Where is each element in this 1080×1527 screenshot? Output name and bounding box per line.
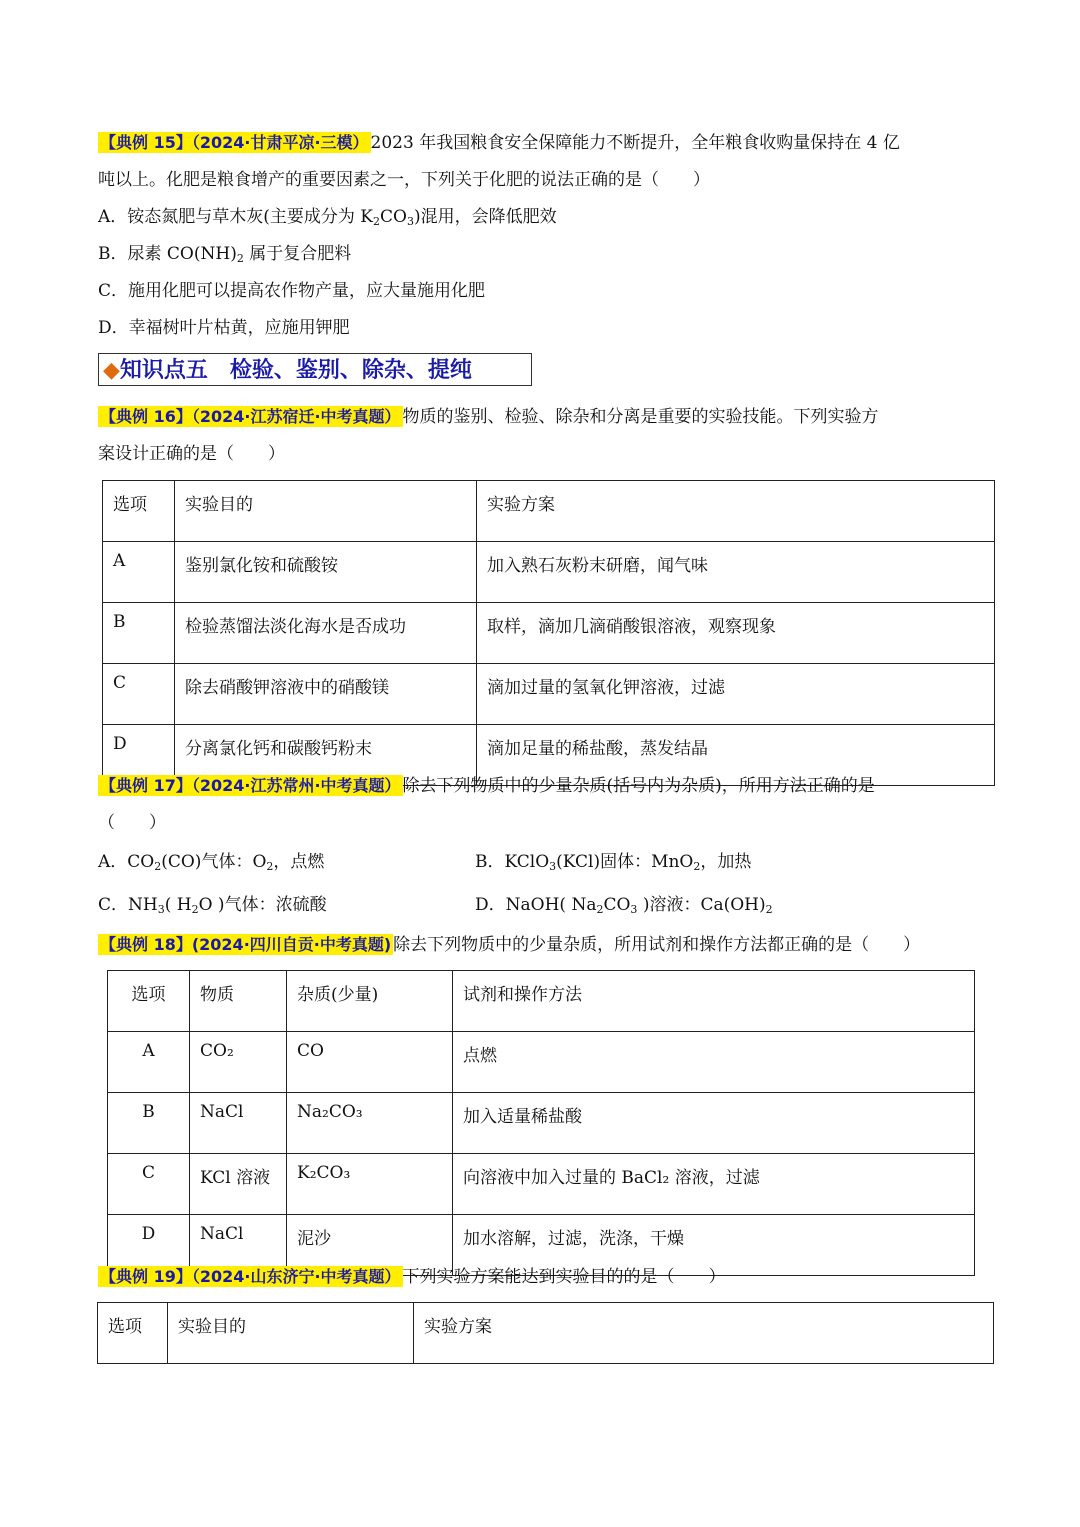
- table-cell: 向溶液中加入过量的 BaCl₂ 溶液，过滤: [453, 1154, 975, 1215]
- example-19-stem: 【典例 19】（2024·山东济宁·中考真题） 下列实验方案能达到实验目的的是（ ）: [100, 1267, 726, 1287]
- section-heading: [98, 353, 532, 386]
- example-15-stem-line2: 吨以上。化肥是粮食增产的重要因素之一，下列关于化肥的说法正确的是（ ）: [98, 170, 710, 190]
- example-16-table: [102, 480, 995, 786]
- table-cell: 滴加过量的氢氧化钾溶液，过滤: [477, 664, 995, 725]
- table-header-cell: 选项: [108, 971, 190, 1032]
- table-header-cell: 实验目的: [175, 481, 477, 542]
- example-19-table: [97, 1302, 994, 1364]
- table-cell: 鉴别氯化铵和硫酸铵: [175, 542, 477, 603]
- table-cell: K₂CO₃: [287, 1154, 453, 1215]
- table-cell: 取样，滴加几滴硝酸银溶液，观察现象: [477, 603, 995, 664]
- example-18-table: [107, 970, 975, 1276]
- table-cell: NaCl: [190, 1093, 287, 1154]
- option-b: B．尿素 $CO(NH)_2$ 属于复合肥料: [98, 244, 352, 265]
- table-cell: A: [103, 542, 175, 603]
- option-c: C．施用化肥可以提高农作物产量，应大量施用化肥: [98, 281, 486, 301]
- table-header-cell: 实验方案: [414, 1303, 994, 1364]
- table-cell: CO₂: [190, 1032, 287, 1093]
- example-16-stem-line2: 案设计正确的是（ ）: [98, 444, 285, 464]
- table-row: [103, 664, 995, 725]
- table-cell: 加入熟石灰粉末研磨，闻气味: [477, 542, 995, 603]
- option-b: B．KClO$_3$(KCl)固体：MnO$_2$，加热: [475, 852, 752, 873]
- option-d: D．NaOH( $Na_2CO_3$ )溶液：$Ca(OH)_2$: [475, 895, 773, 916]
- table-header-cell: 实验方案: [477, 481, 995, 542]
- section-title: 知识点五 检验、鉴别、除杂、提纯: [119, 358, 472, 383]
- example-17-stem-line2: （ ）: [98, 813, 166, 833]
- option-d: D．幸福树叶片枯黄，应施用钾肥: [98, 318, 350, 338]
- option-a: A．$CO_2(CO)$气体：$O_2$，点燃: [98, 852, 325, 873]
- table-cell: A: [108, 1032, 190, 1093]
- table-cell: NaCl: [190, 1215, 287, 1276]
- table-cell: KCl 溶液: [190, 1154, 287, 1215]
- table-cell: B: [108, 1093, 190, 1154]
- table-header-cell: 试剂和操作方法: [453, 971, 975, 1032]
- table-cell: 滴加足量的稀盐酸，蒸发结晶: [477, 725, 995, 786]
- table-row: [108, 1093, 975, 1154]
- table-cell: 分离氯化钙和碳酸钙粉末: [175, 725, 477, 786]
- table-row: [108, 1032, 975, 1093]
- table-cell: 点燃: [453, 1032, 975, 1093]
- table-cell: 加入适量稀盐酸: [453, 1093, 975, 1154]
- table-cell: 泥沙: [287, 1215, 453, 1276]
- table-row: [108, 1154, 975, 1215]
- table-cell: CO: [287, 1032, 453, 1093]
- example-18-tag: 【典例 18】(2024·四川自贡·中考真题): [100, 935, 392, 954]
- table-cell: C: [103, 664, 175, 725]
- table-cell: 除去硝酸钾溶液中的硝酸镁: [175, 664, 477, 725]
- table-cell: B: [103, 603, 175, 664]
- example-19-tag: 【典例 19】（2024·山东济宁·中考真题）: [100, 1267, 401, 1286]
- table-cell: Na₂CO₃: [287, 1093, 453, 1154]
- example-15-tag: 【典例 15】（2024·甘肃平凉·三模）: [100, 133, 369, 152]
- table-row: [103, 603, 995, 664]
- table-cell: 加水溶解，过滤，洗涤，干燥: [453, 1215, 975, 1276]
- table-header-cell: 杂质(少量): [287, 971, 453, 1032]
- table-row: [103, 542, 995, 603]
- diamond-icon: ◆: [103, 358, 120, 383]
- option-c: C．$NH_3$( $H_2O$ )气体：浓硫酸: [98, 895, 327, 916]
- table-header-cell: 选项: [103, 481, 175, 542]
- table-header-cell: 物质: [190, 971, 287, 1032]
- option-a: A．铵态氮肥与草木灰(主要成分为 $K_2CO_3$)混用，会降低肥效: [98, 207, 557, 228]
- table-header-row: [98, 1303, 994, 1364]
- example-15-stem-line1: 【典例 15】（2024·甘肃平凉·三模） 2023 年我国粮食安全保障能力不断提升，全年粮食收购量保持在 4 亿: [100, 133, 900, 153]
- table-cell: D: [103, 725, 175, 786]
- example-17-stem-line1: 【典例 17】（2024·江苏常州·中考真题） 除去下列物质中的少量杂质(括号内为杂质)，所用方法正确的是: [100, 776, 875, 796]
- example-16-tag: 【典例 16】（2024·江苏宿迁·中考真题）: [100, 407, 401, 426]
- table-header-row: [103, 481, 995, 542]
- example-18-stem: 【典例 18】(2024·四川自贡·中考真题) 除去下列物质中的少量杂质，所用试剂和操作方法都正确的是（ ）: [100, 935, 921, 955]
- table-header-cell: 实验目的: [168, 1303, 414, 1364]
- table-cell: D: [108, 1215, 190, 1276]
- table-cell: 检验蒸馏法淡化海水是否成功: [175, 603, 477, 664]
- example-17-tag: 【典例 17】（2024·江苏常州·中考真题）: [100, 776, 401, 795]
- table-header-cell: 选项: [98, 1303, 168, 1364]
- table-cell: C: [108, 1154, 190, 1215]
- example-16-stem-line1: 【典例 16】（2024·江苏宿迁·中考真题） 物质的鉴别、检验、除杂和分离是重要的实验技能。下列实验方: [100, 407, 879, 427]
- table-header-row: [108, 971, 975, 1032]
